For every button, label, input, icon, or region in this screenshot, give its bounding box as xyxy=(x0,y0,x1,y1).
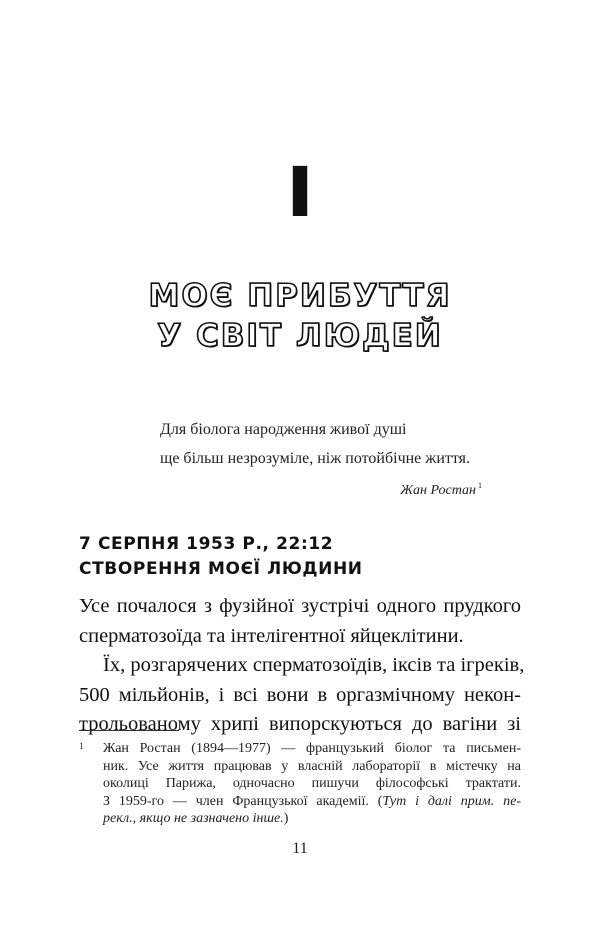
page-number: 11 xyxy=(292,840,308,857)
chapter-number: I xyxy=(287,154,313,231)
body-text xyxy=(79,592,525,740)
footnote-line: Жан Ростан (1894—1977) — французький біолог та письмен- xyxy=(103,741,521,756)
footnote-mark: 1 xyxy=(79,741,84,751)
footnote-italic-text: рекл., якщо не зазначено інше. xyxy=(103,811,284,826)
epigraph xyxy=(160,415,490,502)
body-line: трольованому хрипі випорскуються до вагіни зі xyxy=(79,713,521,735)
chapter-title xyxy=(0,276,600,356)
section-heading xyxy=(79,532,363,582)
body-line: Усе почалося з фузійної зустрічі одного прудкого xyxy=(79,595,521,617)
footnote-body xyxy=(103,740,521,828)
chapter-title-line-1: МОЄ ПРИБУТТЯ xyxy=(148,278,452,314)
epigraph-line-2: ще більш незрозуміле, ніж потойбічне життя. xyxy=(160,450,471,467)
epigraph-author xyxy=(160,475,490,502)
footnote-line: околиці Парижа, одночасно пишучи філософські трактати. xyxy=(103,776,521,791)
section-title: СТВОРЕННЯ МОЄЇ ЛЮДИНИ xyxy=(79,559,363,579)
epigraph-line-1: Для біолога народження живої душі xyxy=(160,421,407,438)
epigraph-author-name: Жан Ростан xyxy=(400,483,476,498)
footnote-text: З 1959-го — член Французької академії. ( xyxy=(103,793,383,809)
footnote-reference[interactable]: 1 xyxy=(478,481,482,490)
footnote-divider xyxy=(79,730,179,731)
body-line: Їх, розгарячених сперматозоїдів, іксів та ігреків, xyxy=(103,654,525,676)
footnote-text: ) xyxy=(283,811,289,826)
body-line: сперматозоїда та інтелігентної яйцеклітини. xyxy=(79,624,464,647)
chapter-title-line-2: У СВІТ ЛЮДЕЙ xyxy=(157,318,443,354)
footnote-line xyxy=(103,793,521,811)
section-date: 7 СЕРПНЯ 1953 Р., 22:12 xyxy=(79,534,334,554)
body-line: 500 мільйонів, і всі вони в оргазмічному некон- xyxy=(79,683,521,706)
footnote-line xyxy=(103,810,521,828)
footnote-line: ник. Усе життя працював у власній лабораторії в містечку на xyxy=(103,758,521,774)
footnote-italic-text: Тут і далі прим. пе- xyxy=(382,793,521,809)
footnote xyxy=(79,740,521,828)
